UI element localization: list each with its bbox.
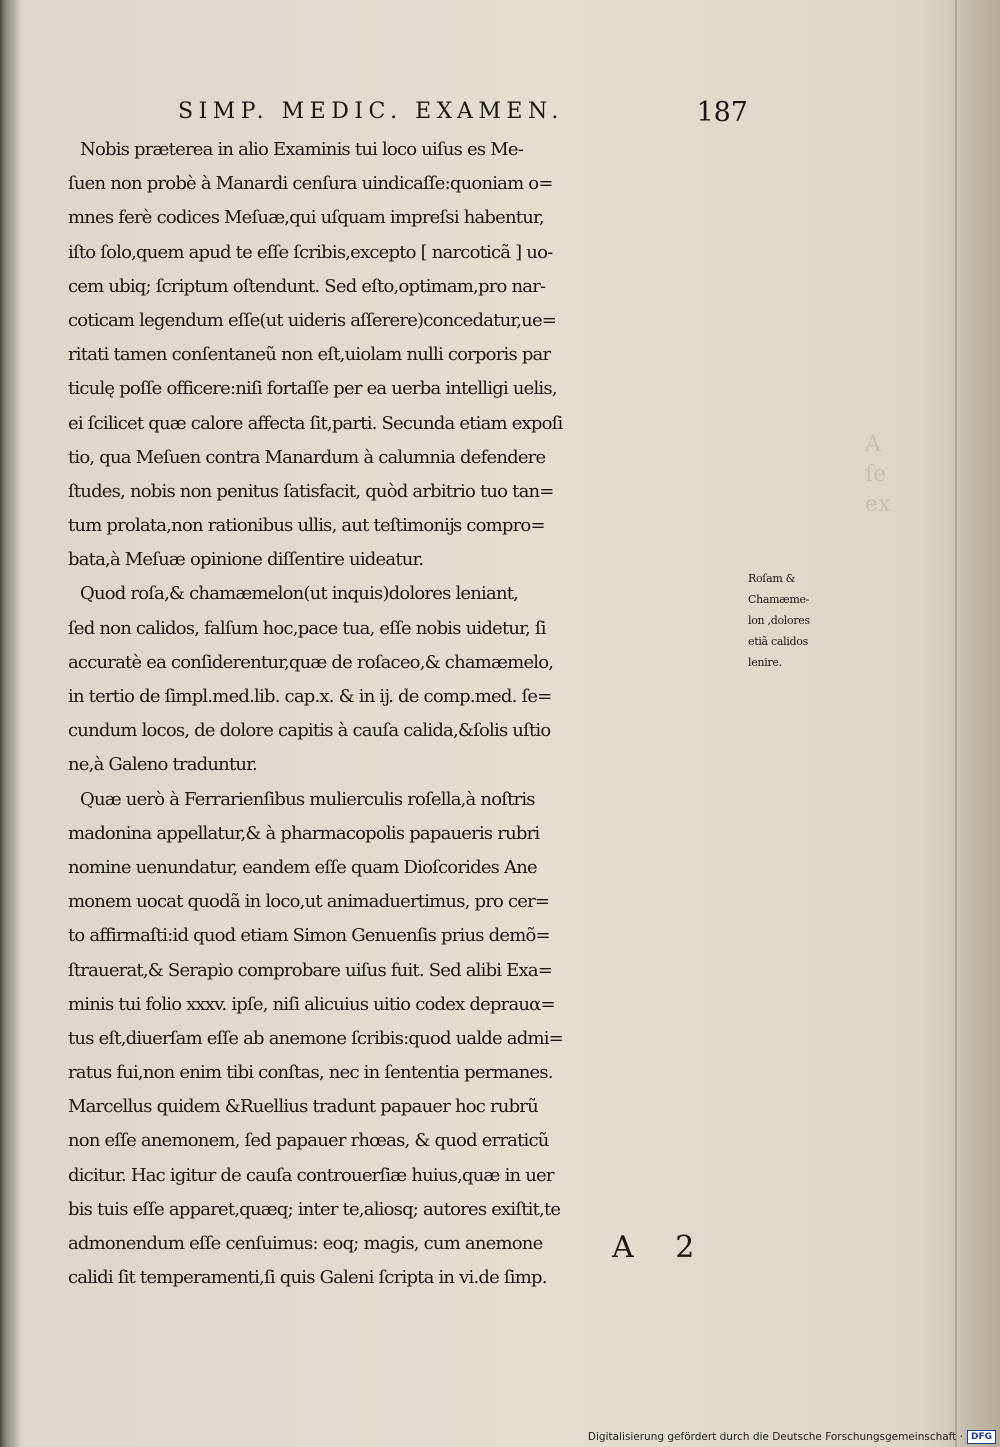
text-line: tio, qua Meſuen contra Manardum à calumnia defendere [68, 446, 546, 468]
text-line: Quæ uerò à Ferrarienſibus mulierculis roſella,à noſtris [80, 788, 535, 810]
marginal-note-line: Chamæme- [748, 593, 810, 606]
text-line: iſto ſolo,quem apud te eſſe ſcribis,excepto [ narcoticã ] uo- [68, 241, 553, 263]
marginal-note-line: lenire. [748, 656, 782, 669]
text-line: Nobis præterea in alio Examinis tui loco uiſus es Me- [80, 139, 523, 160]
running-head [178, 99, 748, 133]
text-line: ſtudes, nobis non penitus ſatisfacit, quòd arbitrio tuo tan= [68, 480, 554, 502]
text-line: non eſſe anemonem, ſed papauer rhœas, & quod erraticũ [68, 1130, 549, 1152]
page-number: 187 [696, 97, 748, 128]
marginal-note-line: Roſam & [748, 572, 796, 585]
text-line: cundum locos, de dolore capitis à cauſa calida,&ſolis uſtio [68, 720, 551, 742]
text-line: ne,à Galeno traduntur. [68, 754, 257, 776]
text-line: ſtrauerat,& Serapio comprobare uiſus fuit. Sed alibi Exa= [68, 959, 553, 981]
text-line: Marcellus quidem &Ruellius tradunt papauer hoc rubrũ [68, 1096, 538, 1118]
text-line: nomine uenundatur, eandem eſſe quam Dioſcorides Ane [68, 856, 537, 878]
text-line: minis tui folio xxxv. ipſe, niſi alicuius uitio codex deprauα= [68, 993, 555, 1015]
text-line: monem uocat quodã in loco,ut animaduertimus, pro cer= [68, 891, 550, 913]
show-through-text: A ſe ex [865, 432, 891, 517]
running-head-title: SIMP. MEDIC. EXAMEN. [178, 99, 564, 124]
text-line: ei ſcilicet quæ calore affecta ſit,parti. Secunda etiam expoſi [68, 412, 563, 434]
text-line: calidi ſit temperamenti,ſi quis Galeni ſcripta in vi.de ſimp. [68, 1267, 547, 1289]
text-line: dicitur. Hac igitur de cauſa controuerſiæ huius,quæ in uer [68, 1164, 554, 1186]
text-line: admonendum eſſe cenſuimus: eoq; magis, cum anemone [68, 1233, 543, 1254]
text-line: ritati tamen conſentaneũ non eſt,uiolam nulli corporis par [68, 344, 551, 366]
footer-text: Digitalisierung gefördert durch die Deutsche Forschungsgemeinschaft · [587, 1431, 963, 1443]
text-line: ſuen non probè à Manardi cenſura uindicaſſe:quoniam o= [68, 173, 553, 195]
page-edge-line [955, 0, 957, 1447]
text-line: to affirmaſti:id quod etiam Simon Genuenſis prius demõ= [68, 925, 550, 947]
text-line: ſed non calidos, falſum hoc,pace tua, eſſe nobis uidetur, ſi [68, 617, 546, 639]
marginal-note [748, 568, 873, 673]
text-line: bis tuis eſſe apparet,quæq; inter te,aliosq; autores exiſtit,te [68, 1198, 561, 1220]
text-line: in tertio de ſimpl.med.lib. cap.x. & in ĳ. de comp.med. ſe= [68, 686, 552, 707]
text-line: ticulę poſſe officere:niſi fortaſſe per ea uerba intelligi uelis, [68, 378, 557, 400]
text-line: madonina appellatur,& à pharmacopolis papaueris rubri [68, 822, 540, 844]
text-line: cem ubiq; ſcriptum oſtendunt. Sed eſto,optimam,pro nar- [68, 275, 546, 297]
text-line: accuratè ea conſiderentur,quæ de roſaceo,& chamæmelo, [68, 651, 554, 673]
text-line: tus eſt,diuerſam eſſe ab anemone ſcribis:quod ualde admi= [68, 1027, 563, 1049]
marginal-note-line: etiã calidos [748, 635, 808, 648]
marginal-note-line: lon ,dolores [748, 614, 810, 627]
digitization-footer [580, 1428, 1000, 1446]
page-edge [944, 0, 1000, 1447]
text-line: tum prolata,non rationibus ullis, aut teſtimonĳs compro= [68, 515, 545, 537]
text-line: bata,à Meſuæ opinione diſſentire uideatur. [68, 549, 424, 571]
dfg-logo: DFG [967, 1430, 996, 1444]
text-line: mnes ferè codices Meſuæ,qui uſquam impreſsi habentur, [68, 207, 544, 229]
text-line: coticam legendum eſſe(ut uideris aſſerere)concedatur,ue= [68, 309, 557, 331]
text-line: Quod roſa,& chamæmelon(ut inquis)dolores leniant, [80, 583, 519, 605]
text-line: ratus fui,non enim tibi conſtas, nec in ſententia permanes. [68, 1062, 553, 1084]
signature-mark: A 2 [612, 1230, 711, 1265]
body-text [68, 133, 743, 1295]
